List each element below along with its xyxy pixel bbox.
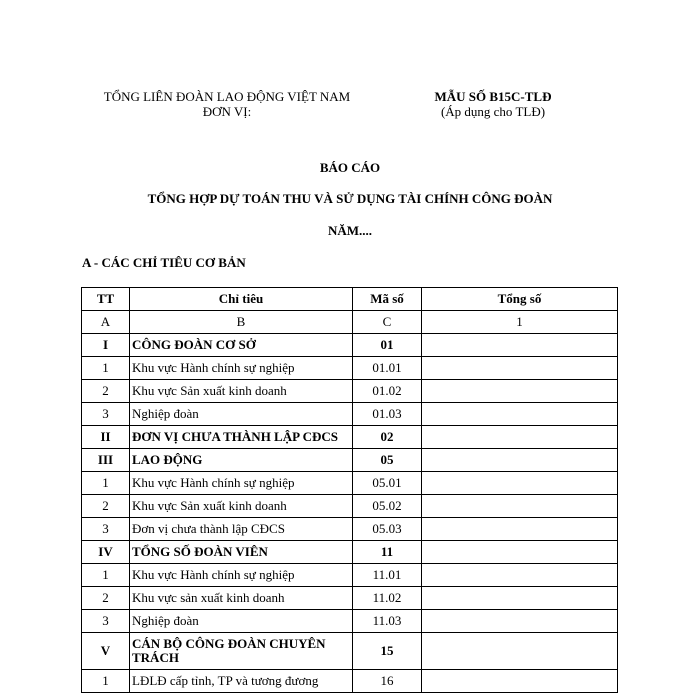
row-indicator-cell: Khu vực sản xuất kinh doanh: [130, 587, 353, 610]
table-row: [82, 472, 618, 495]
row-total-cell: [422, 449, 618, 472]
row-code-cell: 05.02: [353, 495, 422, 518]
row-code-cell: 16: [353, 670, 422, 693]
report-title: BÁO CÁO: [319, 160, 381, 175]
row-indicator-cell: LAO ĐỘNG: [130, 449, 353, 472]
row-total-cell: [422, 670, 618, 693]
row-code-cell: 01.02: [353, 380, 422, 403]
row-code-cell: 11.03: [353, 610, 422, 633]
table-header-row: [82, 288, 618, 311]
row-indicator-cell: Khu vực Sản xuất kinh doanh: [130, 380, 353, 403]
header-code: Mã số: [353, 288, 422, 311]
row-tt-cell: 2: [82, 587, 130, 610]
form-code: MẪU SỐ B15C-TLĐ: [434, 89, 552, 104]
row-total-cell: [422, 472, 618, 495]
row-code-cell: 11: [353, 541, 422, 564]
row-tt-cell: 2: [82, 380, 130, 403]
row-tt-cell: 2: [82, 495, 130, 518]
table-row: [82, 541, 618, 564]
row-code-cell: 05: [353, 449, 422, 472]
subheader-1: 1: [422, 311, 618, 334]
table-row: [82, 587, 618, 610]
row-total-cell: [422, 357, 618, 380]
row-total-cell: [422, 633, 618, 670]
row-tt-cell: 3: [82, 403, 130, 426]
header-total: Tổng số: [422, 288, 618, 311]
row-total-cell: [422, 426, 618, 449]
report-year: NĂM....: [327, 223, 373, 238]
row-indicator-cell: Nghiệp đoàn: [130, 403, 353, 426]
section-a-heading: A - CÁC CHỈ TIÊU CƠ BẢN: [82, 255, 246, 270]
row-code-cell: 01.01: [353, 357, 422, 380]
row-tt-cell: 1: [82, 564, 130, 587]
table-row: [82, 564, 618, 587]
row-tt-cell: 3: [82, 610, 130, 633]
subheader-b: B: [130, 311, 353, 334]
form-header: [420, 89, 566, 119]
table-row: [82, 426, 618, 449]
table-row: [82, 670, 618, 693]
table-row: [82, 449, 618, 472]
subheader-a: A: [82, 311, 130, 334]
row-total-cell: [422, 334, 618, 357]
row-indicator-cell: TỔNG SỐ ĐOÀN VIÊN: [130, 541, 353, 564]
row-code-cell: 05.03: [353, 518, 422, 541]
row-code-cell: 01.03: [353, 403, 422, 426]
header-tt: TT: [82, 288, 130, 311]
row-tt-cell: I: [82, 334, 130, 357]
row-tt-cell: 3: [82, 518, 130, 541]
report-subtitle: TỔNG HỢP DỰ TOÁN THU VÀ SỬ DỤNG TÀI CHÍNH CÔNG ĐOÀN: [147, 191, 553, 206]
row-indicator-cell: LĐLĐ cấp tỉnh, TP và tương đương: [130, 670, 353, 693]
row-indicator-cell: CÁN BỘ CÔNG ĐOÀN CHUYÊN TRÁCH: [130, 633, 353, 670]
row-code-cell: 11.01: [353, 564, 422, 587]
organization-header: [96, 89, 358, 119]
row-total-cell: [422, 610, 618, 633]
header-indicator: Chỉ tiêu: [130, 288, 353, 311]
row-code-cell: 11.02: [353, 587, 422, 610]
table-row: [82, 518, 618, 541]
table-row: [82, 633, 618, 670]
unit-label: ĐƠN VỊ:: [202, 104, 252, 119]
row-code-cell: 02: [353, 426, 422, 449]
row-tt-cell: 1: [82, 472, 130, 495]
table-row: [82, 357, 618, 380]
row-total-cell: [422, 495, 618, 518]
row-indicator-cell: Khu vực Sản xuất kinh doanh: [130, 495, 353, 518]
subheader-c: C: [353, 311, 422, 334]
row-tt-cell: IV: [82, 541, 130, 564]
row-indicator-cell: Nghiệp đoàn: [130, 610, 353, 633]
row-indicator-cell: CÔNG ĐOÀN CƠ SỞ: [130, 334, 353, 357]
row-code-cell: 15: [353, 633, 422, 670]
row-tt-cell: V: [82, 633, 130, 670]
row-indicator-cell: Khu vực Hành chính sự nghiệp: [130, 357, 353, 380]
table-row: [82, 403, 618, 426]
row-tt-cell: 1: [82, 357, 130, 380]
table-row: [82, 495, 618, 518]
row-indicator-cell: Khu vực Hành chính sự nghiệp: [130, 564, 353, 587]
row-code-cell: 05.01: [353, 472, 422, 495]
table-row: [82, 610, 618, 633]
row-code-cell: 01: [353, 334, 422, 357]
row-indicator-cell: Khu vực Hành chính sự nghiệp: [130, 472, 353, 495]
row-tt-cell: 1: [82, 670, 130, 693]
table-row: [82, 380, 618, 403]
row-total-cell: [422, 518, 618, 541]
row-indicator-cell: ĐƠN VỊ CHƯA THÀNH LẬP CĐCS: [130, 426, 353, 449]
indicators-table: [81, 287, 618, 693]
row-total-cell: [422, 403, 618, 426]
row-total-cell: [422, 587, 618, 610]
row-tt-cell: II: [82, 426, 130, 449]
organization-name: TỔNG LIÊN ĐOÀN LAO ĐỘNG VIỆT NAM: [103, 89, 351, 104]
table-subheader-row: [82, 311, 618, 334]
table-row: [82, 334, 618, 357]
row-indicator-cell: Đơn vị chưa thành lập CĐCS: [130, 518, 353, 541]
row-total-cell: [422, 541, 618, 564]
form-note: (Áp dụng cho TLĐ): [440, 104, 546, 119]
row-total-cell: [422, 380, 618, 403]
row-tt-cell: III: [82, 449, 130, 472]
row-total-cell: [422, 564, 618, 587]
